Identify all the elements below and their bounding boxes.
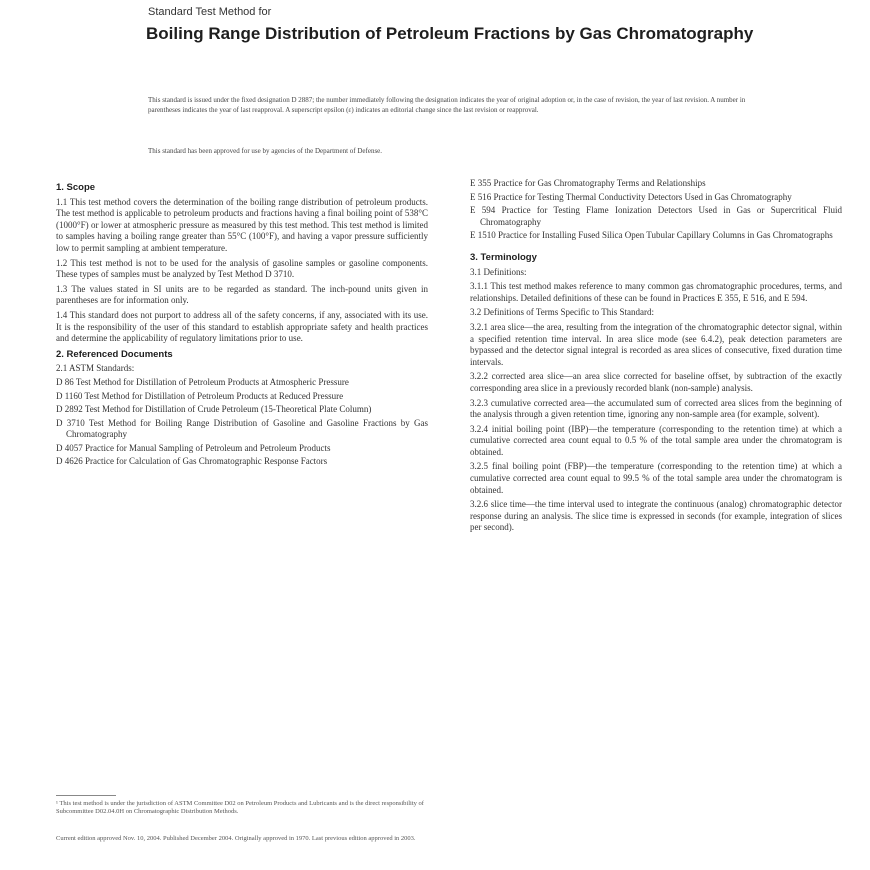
footnote: ¹ This test method is under the jurisdiction of ASTM Committee D02 on Petroleum Products and Lubricants and is the direct responsibility of Subcommittee D02.04.0H on Chromatographic Distribution Methods.	[56, 800, 424, 815]
paragraph: 1.3 The values stated in SI units are to be regarded as standard. The inch-pound units given in parentheses are for information only.	[56, 283, 428, 306]
approval-note: This standard has been approved for use by agencies of the Department of Defense.	[148, 147, 383, 155]
paragraph: 1.1 This test method covers the determination of the boiling range distribution of petroleum products. The test method is applicable to petroleum products and fractions having a final boiling point of 538°C (1000°F) or lower at atmospheric pressure as measured by this test method. This test method is limited to samples having a boiling range greater than 55°C (100°F), and having a vapor pressure sufficiently low to permit sampling at ambient temperature.	[56, 196, 428, 253]
paragraph: 3.2 Definitions of Terms Specific to This Standard:	[470, 307, 655, 318]
paragraph: 1.2 This test method is not to be used for the analysis of gasoline samples or gasoline components. These types of samples must be analyzed by Test Method D 3710.	[56, 257, 428, 280]
list-item: E 594 Practice for Testing Flame Ionization Detectors Used in Gas or Supercritical Fluid Chromatography	[470, 205, 842, 227]
list-item: 2.1 ASTM Standards:	[56, 363, 135, 374]
paragraph: 3.2.6 slice time—the time interval used to integrate the continuous (analog) chromatographic detector response during an analysis. The slice time is expressed in seconds (for example, integration of slices per second).	[470, 499, 842, 533]
paragraph: 3.1.1 This test method makes reference to many common gas chromatographic procedures, terms, and relationships. Detailed definitions of these can be found in Practices E 355, E 516, and E 594.	[470, 281, 842, 303]
left-column	[56, 178, 428, 470]
list-item: E 1510 Practice for Installing Fused Silica Open Tubular Capillary Columns in Gas Chromatographs	[470, 230, 833, 241]
intro-note: This standard is issued under the fixed designation D 2887; the number immediately following the designation indicates the year of original adoption or, in the case of revision, the year of last revision. A number in parentheses indicates the year of last reapproval. A superscript epsilon (ε) indicates an editorial change since the last revision or reapproval.	[148, 96, 746, 114]
footnote: Current edition approved Nov. 10, 2004. Published December 2004. Originally approved in 1970. Last previous edition approved in 2003.	[56, 835, 416, 842]
paragraph: 3.2.5 final boiling point (FBP)—the temperature (corresponding to the retention time) at which a cumulative corrected area count equal to 99.5 % of the total sample area under the chromatogram is obtained.	[470, 461, 842, 495]
footnote-divider	[56, 795, 116, 796]
paragraph: 3.2.2 corrected area slice—an area slice corrected for baseline offset, by subtraction of the exactly corresponding area slice in a previously recorded blank (non-sample) analysis.	[470, 371, 842, 393]
paragraph: 3.2.1 area slice—the area, resulting from the integration of the chromatographic detector signal, within a specified retention time interval. In area slice mode (see 6.4.2), peak detection parameters are bypassed and the detector signal integral is recorded as area slices of consecutive, fixed duration time intervals.	[470, 321, 842, 367]
list-item: D 2892 Test Method for Distillation of Crude Petroleum (15-Theoretical Plate Column)	[56, 404, 372, 415]
list-item: D 86 Test Method for Distillation of Petroleum Products at Atmospheric Pressure	[56, 376, 349, 387]
paragraph: 3.2.3 cumulative corrected area—the accumulated sum of corrected area slices from the beginning of the analysis through a given retention time, ignoring any non-sample area (for example, solvent).	[470, 397, 842, 420]
list-item: D 1160 Test Method for Distillation of Petroleum Products at Reduced Pressure	[56, 390, 344, 401]
referenced-docs-heading: 2. Referenced Documents	[56, 348, 173, 360]
designation-line: Standard Test Method for	[148, 6, 272, 18]
list-item: D 4626 Practice for Calculation of Gas Chromatographic Response Factors	[56, 456, 328, 467]
list-item: D 4057 Practice for Manual Sampling of Petroleum and Petroleum Products	[56, 442, 331, 453]
paragraph: 3.1 Definitions:	[470, 266, 527, 277]
document-title: Boiling Range Distribution of Petroleum Fractions by Gas Chromatography	[146, 24, 754, 43]
right-column	[470, 178, 842, 537]
paragraph: 1.4 This standard does not purport to address all of the safety concerns, if any, associated with its use. It is the responsibility of the user of this standard to establish appropriate safety and health practices and determine the applicability of regulatory limitations prior to use.	[56, 309, 428, 344]
list-item: E 516 Practice for Testing Thermal Conductivity Detectors Used in Gas Chromatography	[470, 191, 792, 202]
list-item: E 355 Practice for Gas Chromatography Terms and Relationships	[470, 178, 706, 188]
scope-heading: 1. Scope	[56, 182, 96, 193]
terminology-heading: 3. Terminology	[470, 251, 537, 263]
list-item: D 3710 Test Method for Boiling Range Distribution of Gasoline and Gasoline Fractions by Gas Chromatography	[56, 417, 428, 440]
paragraph: 3.2.4 initial boiling point (IBP)—the temperature (corresponding to the retention time) at which a cumulative corrected area count equal to 0.5 % of the total sample area under the chromatogram is obtained.	[470, 423, 842, 457]
